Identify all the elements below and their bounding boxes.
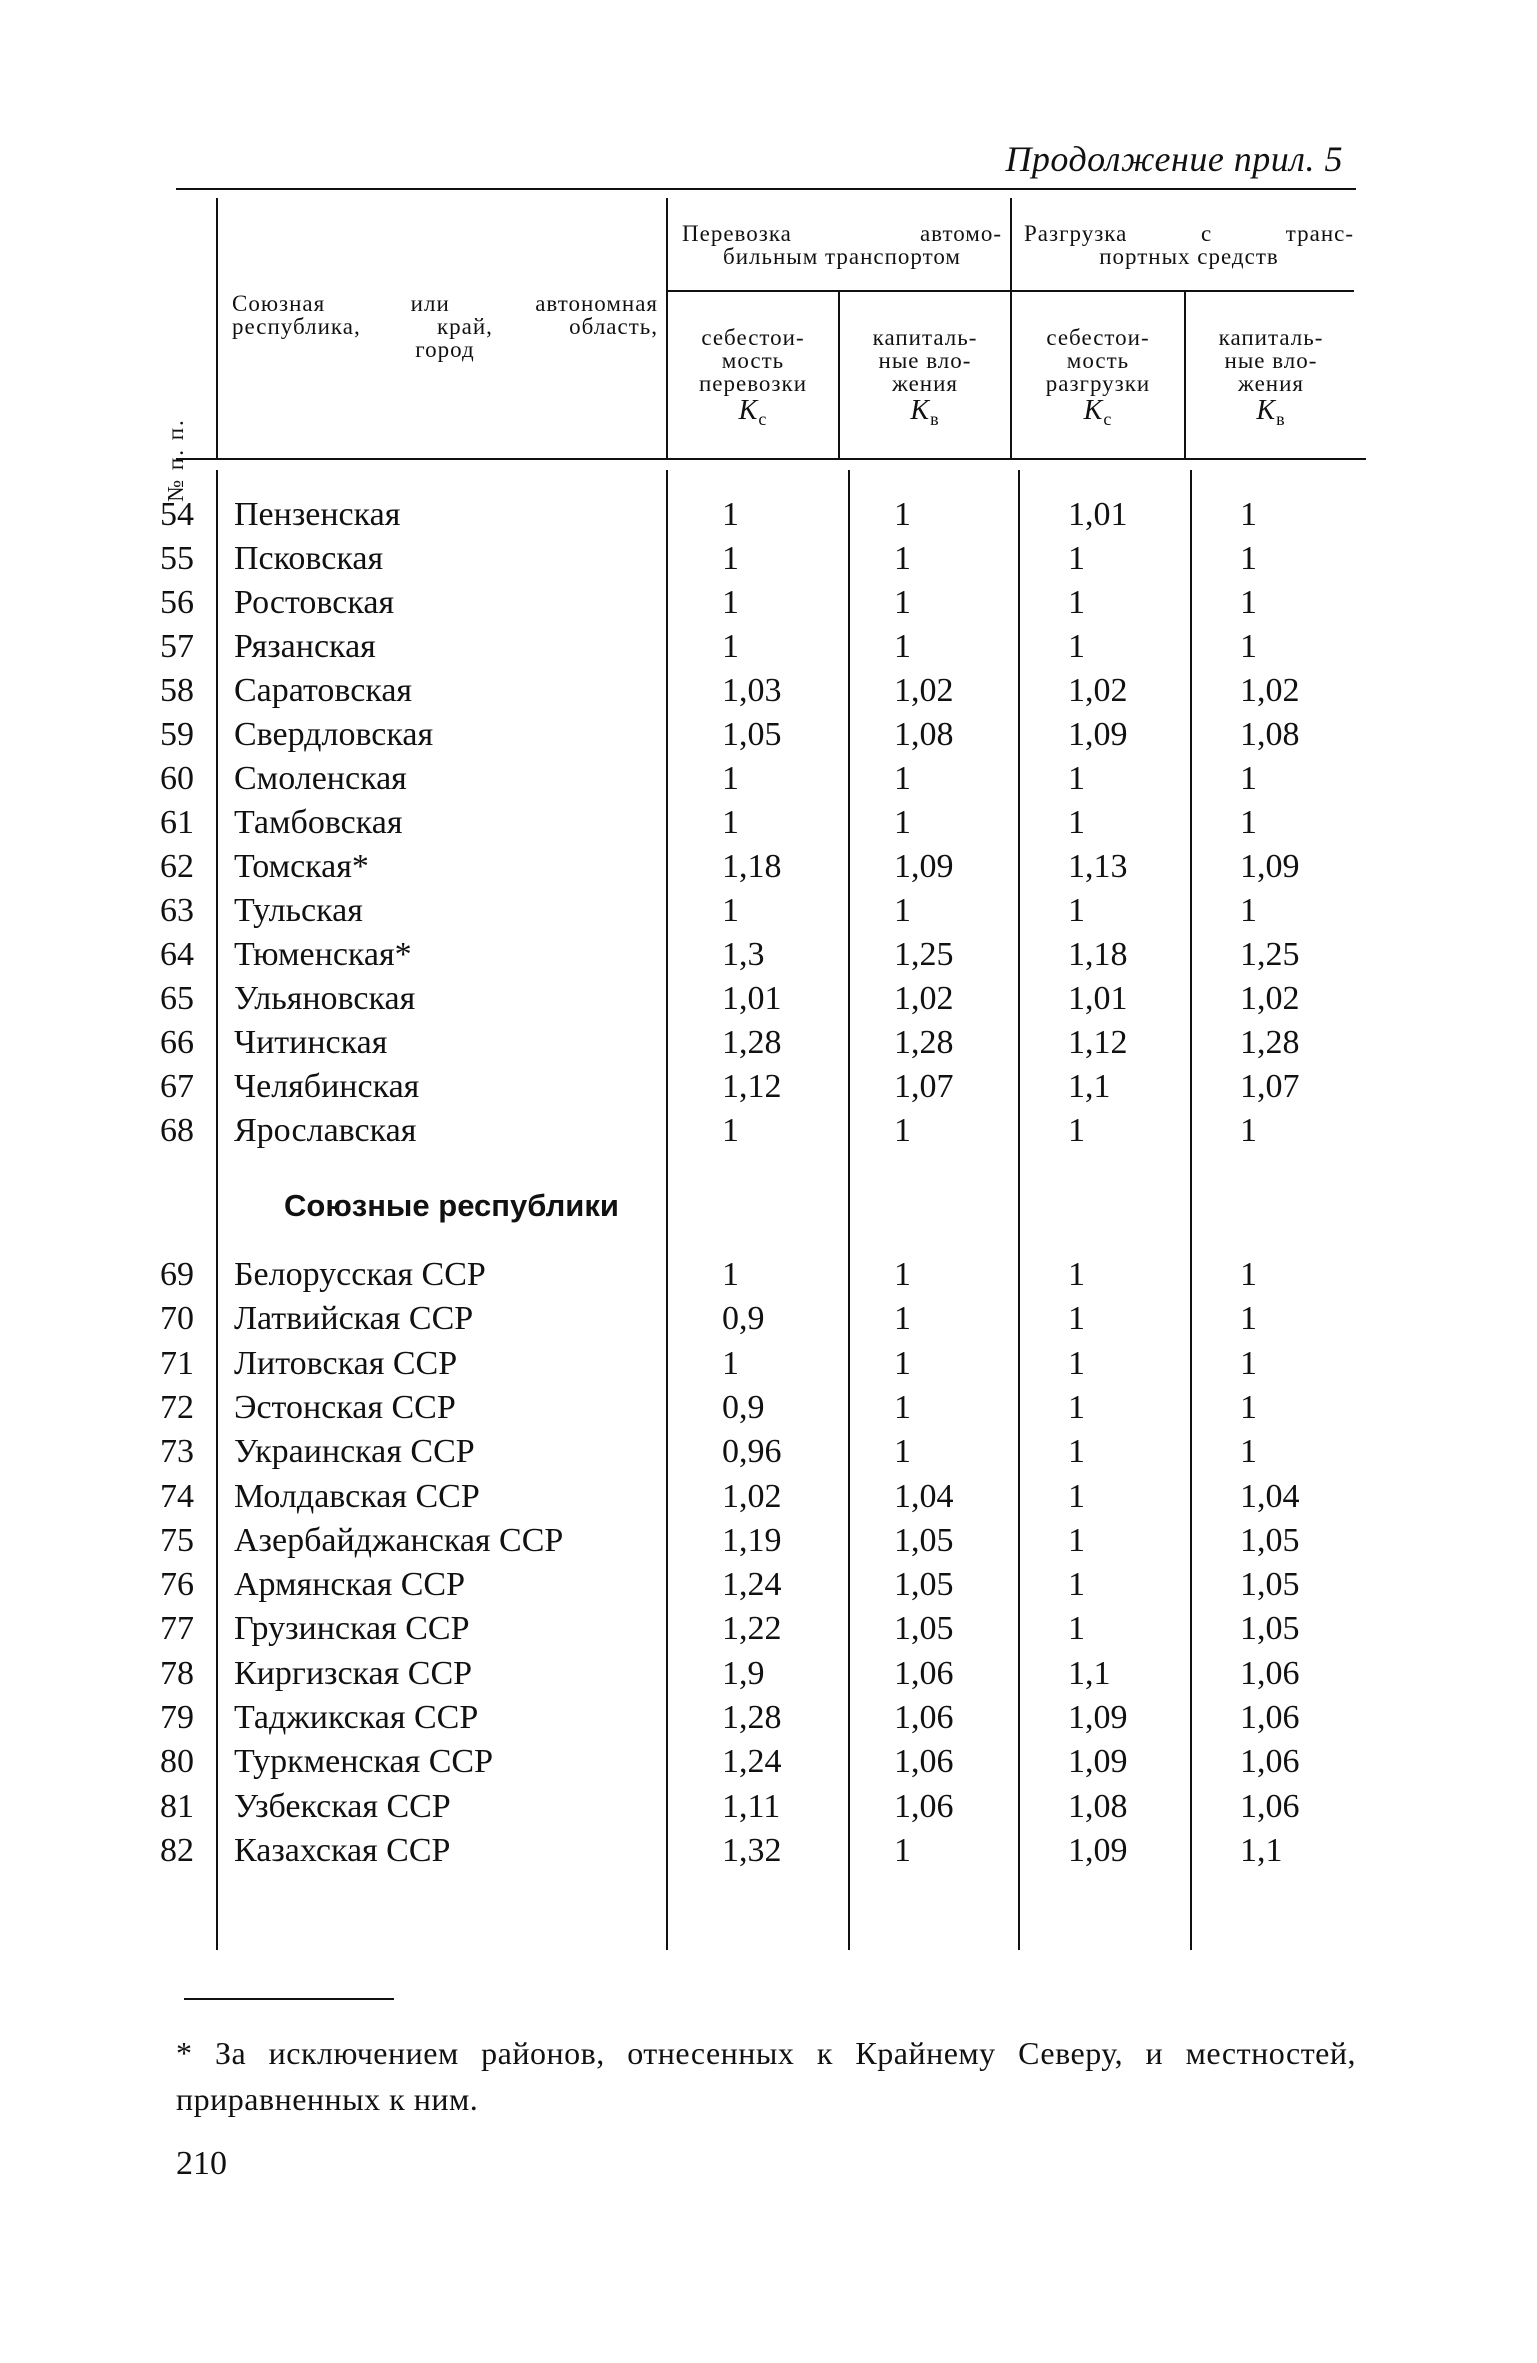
capital-transport-value: 1	[894, 804, 911, 841]
region-name: Челябинская	[234, 1068, 420, 1105]
capital-unloading-value: 1	[1240, 1300, 1257, 1338]
capital-transport-value: 1,06	[894, 1654, 954, 1692]
capital-transport-value: 1,25	[894, 936, 954, 973]
cost-transport-value: 1,28	[722, 1699, 782, 1736]
table-row	[0, 628, 1537, 672]
cost-unloading-value: 1	[1068, 804, 1085, 841]
row-number: 55	[160, 540, 194, 577]
table-row	[0, 540, 1537, 584]
capital-transport-value: 1,06	[894, 1787, 954, 1825]
page-header: Продолжение прил. 5	[1005, 139, 1343, 179]
row-number: 54	[160, 496, 194, 533]
table-row	[0, 1699, 1537, 1743]
subscript-v: в	[930, 409, 940, 429]
table-row	[0, 804, 1537, 848]
capital-transport-value: 1	[894, 628, 911, 665]
cost-transport-value: 1,32	[722, 1831, 782, 1869]
row-number: 79	[160, 1699, 194, 1736]
cost-unloading-value: 1,1	[1068, 1654, 1111, 1692]
region-name: Киргизская ССР	[234, 1654, 473, 1692]
col-region-line-3: город	[415, 337, 475, 362]
region-name: Эстонская ССР	[234, 1388, 456, 1426]
cost-unloading-value: 1	[1068, 1112, 1085, 1149]
region-name: Казахская ССР	[234, 1831, 451, 1869]
table-row	[0, 892, 1537, 936]
capital-unloading-line-3: жения	[1238, 371, 1304, 396]
capital-unloading-value: 1	[1240, 1433, 1257, 1471]
row-number: 73	[160, 1433, 194, 1471]
group-transport-label	[682, 222, 1002, 268]
col-cost-unloading-label	[1012, 326, 1184, 431]
capital-transport-value: 1,09	[894, 848, 954, 885]
row-number: 60	[160, 760, 194, 797]
capital-unloading-value: 1,05	[1240, 1610, 1300, 1648]
group-transport-line-1: Перевозка автомо-	[682, 221, 1002, 246]
capital-unloading-value: 1,1	[1240, 1831, 1283, 1869]
region-name: Азербайджанская ССР	[234, 1521, 564, 1559]
cost-unloading-line-1: себестои-	[1046, 325, 1150, 350]
cost-unloading-value: 1,09	[1068, 716, 1128, 753]
cost-unloading-line-2: мость	[1066, 348, 1130, 373]
region-name: Смоленская	[234, 760, 407, 797]
table-row	[0, 1112, 1537, 1156]
row-number: 80	[160, 1743, 194, 1781]
cost-unloading-value: 1,13	[1068, 848, 1128, 885]
table-row	[0, 1478, 1537, 1522]
region-name: Молдавская ССР	[234, 1477, 480, 1515]
region-name: Узбекская ССР	[234, 1787, 451, 1825]
region-name: Ульяновская	[234, 980, 416, 1017]
cost-transport-value: 1	[722, 760, 739, 797]
row-number: 81	[160, 1787, 194, 1825]
row-number: 62	[160, 848, 194, 885]
group-unloading-line-2: портных средств	[1099, 244, 1279, 269]
cost-unloading-value: 1	[1068, 1344, 1085, 1382]
row-number: 71	[160, 1344, 194, 1382]
cost-transport-value: 1	[722, 892, 739, 929]
symbol-k: K	[738, 395, 759, 426]
footnote: * За исключением районов, отнесенных к Крайнему Северу, и местностей, приравненных к ним.	[176, 2035, 1356, 2117]
table-row	[0, 1788, 1537, 1832]
table-row	[0, 1610, 1537, 1654]
row-number: 56	[160, 584, 194, 621]
cost-transport-value: 0,96	[722, 1433, 782, 1471]
cost-transport-value: 1,11	[722, 1787, 781, 1825]
table-row	[0, 1256, 1537, 1300]
cost-unloading-value: 1,09	[1068, 1699, 1128, 1736]
capital-transport-value: 1	[894, 584, 911, 621]
cost-transport-value: 1	[722, 804, 739, 841]
cost-transport-value: 1,24	[722, 1743, 782, 1781]
capital-transport-value: 1	[894, 892, 911, 929]
capital-transport-value: 1,07	[894, 1068, 954, 1105]
table-row	[0, 1024, 1537, 1068]
capital-unloading-value: 1	[1240, 760, 1257, 797]
table-row	[0, 980, 1537, 1024]
table-row	[0, 1832, 1537, 1876]
cost-transport-value: 1	[722, 584, 739, 621]
table-row	[0, 1068, 1537, 1112]
cost-unloading-value: 1	[1068, 1388, 1085, 1426]
capital-unloading-value: 1,06	[1240, 1787, 1300, 1825]
capital-unloading-line-2: ные вло-	[1224, 348, 1318, 373]
table-row	[0, 1566, 1537, 1610]
region-name: Тюменская*	[234, 936, 412, 973]
capital-transport-line-2: ные вло-	[878, 348, 972, 373]
col-region-label	[232, 292, 658, 361]
cost-transport-value: 1,12	[722, 1068, 782, 1105]
row-number: 76	[160, 1566, 194, 1604]
capital-transport-value: 1	[894, 1256, 911, 1293]
capital-transport-value: 1,02	[894, 672, 954, 709]
region-name: Таджикская ССР	[234, 1699, 479, 1736]
symbol-k: K	[1256, 395, 1277, 426]
capital-transport-value: 1	[894, 1344, 911, 1382]
region-name: Пензенская	[234, 496, 401, 533]
table-row	[0, 1743, 1537, 1787]
region-name: Свердловская	[234, 716, 434, 753]
table-row	[0, 716, 1537, 760]
cost-transport-value: 1	[722, 1256, 739, 1293]
row-number: 59	[160, 716, 194, 753]
cost-transport-line-3: перевозки	[699, 371, 807, 396]
capital-unloading-value: 1,06	[1240, 1699, 1300, 1736]
capital-unloading-value: 1	[1240, 628, 1257, 665]
row-number: 58	[160, 672, 194, 709]
region-name: Грузинская ССР	[234, 1610, 470, 1648]
row-number: 68	[160, 1112, 194, 1149]
capital-transport-value: 1,04	[894, 1477, 954, 1515]
cost-unloading-value: 1	[1068, 1566, 1085, 1604]
cost-transport-value: 1,01	[722, 980, 782, 1017]
capital-transport-value: 1,06	[894, 1699, 954, 1736]
cost-transport-value: 1,02	[722, 1477, 782, 1515]
region-name: Псковская	[234, 540, 384, 577]
col-num-label: № п. п.	[163, 418, 188, 502]
cost-transport-line-1: себестои-	[701, 325, 805, 350]
cost-transport-value: 1,18	[722, 848, 782, 885]
capital-transport-value: 1,02	[894, 980, 954, 1017]
table-row	[0, 1655, 1537, 1699]
capital-unloading-value: 1	[1240, 584, 1257, 621]
capital-transport-value: 1,08	[894, 716, 954, 753]
cost-unloading-value: 1,12	[1068, 1024, 1128, 1061]
capital-transport-value: 1	[894, 496, 911, 533]
cost-unloading-value: 1,02	[1068, 672, 1128, 709]
symbol-k: K	[1083, 395, 1104, 426]
region-name: Украинская ССР	[234, 1433, 475, 1471]
cost-unloading-value: 1	[1068, 1433, 1085, 1471]
region-name: Литовская ССР	[234, 1344, 458, 1382]
capital-transport-value: 1	[894, 1300, 911, 1338]
capital-unloading-value: 1,02	[1240, 980, 1300, 1017]
row-number: 61	[160, 804, 194, 841]
capital-unloading-value: 1,06	[1240, 1654, 1300, 1692]
capital-unloading-value: 1,04	[1240, 1477, 1300, 1515]
capital-unloading-value: 1,25	[1240, 936, 1300, 973]
table-row	[0, 848, 1537, 892]
cost-transport-value: 1,28	[722, 1024, 782, 1061]
cost-unloading-value: 1	[1068, 1256, 1085, 1293]
capital-transport-value: 1	[894, 1112, 911, 1149]
cost-unloading-value: 1	[1068, 540, 1085, 577]
header-bottom-rule	[176, 458, 1366, 460]
region-name: Ярославская	[234, 1112, 417, 1149]
capital-unloading-value: 1	[1240, 892, 1257, 929]
capital-unloading-value: 1	[1240, 1256, 1257, 1293]
region-name: Рязанская	[234, 628, 376, 665]
cost-unloading-line-3: разгрузки	[1045, 371, 1151, 396]
cost-unloading-value: 1,08	[1068, 1787, 1128, 1825]
section-title: Союзные республики	[284, 1188, 619, 1223]
capital-unloading-value: 1	[1240, 540, 1257, 577]
cost-transport-value: 1,3	[722, 936, 765, 973]
table-row	[0, 496, 1537, 540]
row-number: 74	[160, 1477, 194, 1515]
region-name: Армянская ССР	[234, 1566, 465, 1604]
row-number: 69	[160, 1256, 194, 1293]
capital-transport-value: 1	[894, 1433, 911, 1471]
table-row	[0, 584, 1537, 628]
region-name: Тульская	[234, 892, 363, 929]
subscript-v: в	[1276, 409, 1286, 429]
table-row	[0, 1389, 1537, 1433]
cost-transport-value: 1,19	[722, 1521, 782, 1559]
capital-transport-value: 1,06	[894, 1743, 954, 1781]
region-name: Саратовская	[234, 672, 413, 709]
cost-transport-value: 1,05	[722, 716, 782, 753]
capital-unloading-value: 1,05	[1240, 1566, 1300, 1604]
table-row	[0, 936, 1537, 980]
page-number: 210	[176, 2145, 227, 2182]
table-row	[0, 760, 1537, 804]
cost-unloading-value: 1,01	[1068, 496, 1128, 533]
row-number: 67	[160, 1068, 194, 1105]
cost-transport-value: 1,9	[722, 1654, 765, 1692]
row-number: 72	[160, 1388, 194, 1426]
cost-unloading-value: 1	[1068, 1610, 1085, 1648]
table-row	[0, 1433, 1537, 1477]
capital-transport-line-3: жения	[892, 371, 958, 396]
region-name: Ростовская	[234, 584, 395, 621]
cost-transport-value: 1	[722, 1344, 739, 1382]
row-number: 77	[160, 1610, 194, 1648]
row-number: 65	[160, 980, 194, 1017]
cost-transport-value: 1	[722, 1112, 739, 1149]
cost-unloading-value: 1	[1068, 1300, 1085, 1338]
capital-transport-line-1: капиталь-	[872, 325, 978, 350]
capital-transport-value: 1,05	[894, 1521, 954, 1559]
cost-transport-value: 1	[722, 496, 739, 533]
row-number: 75	[160, 1521, 194, 1559]
row-number: 57	[160, 628, 194, 665]
capital-unloading-line-1: капиталь-	[1218, 325, 1324, 350]
region-name: Читинская	[234, 1024, 388, 1061]
cost-unloading-value: 1	[1068, 628, 1085, 665]
row-number: 82	[160, 1831, 194, 1869]
region-name: Тамбовская	[234, 804, 403, 841]
row-number: 70	[160, 1300, 194, 1338]
region-name: Томская*	[234, 848, 369, 885]
col-capital-transport-label	[840, 326, 1010, 431]
table-row	[0, 672, 1537, 716]
col-capital-unloading-label	[1186, 326, 1356, 431]
col-region-line-1: Союзная или автономная	[232, 291, 658, 316]
row-number: 63	[160, 892, 194, 929]
row-number: 64	[160, 936, 194, 973]
footnote-rule	[184, 1998, 394, 2000]
group-unloading-label	[1024, 222, 1354, 268]
capital-unloading-value: 1,07	[1240, 1068, 1300, 1105]
subscript-c: с	[758, 409, 768, 429]
table-top-rule	[176, 188, 1356, 190]
table-row	[0, 1345, 1537, 1389]
capital-unloading-value: 1	[1240, 1344, 1257, 1382]
table-row	[0, 1522, 1537, 1566]
cost-unloading-value: 1	[1068, 1521, 1085, 1559]
capital-unloading-value: 1,09	[1240, 848, 1300, 885]
capital-unloading-value: 1,28	[1240, 1024, 1300, 1061]
region-name: Туркменская ССР	[234, 1743, 493, 1781]
capital-unloading-value: 1,05	[1240, 1521, 1300, 1559]
cost-transport-value: 1,03	[722, 672, 782, 709]
capital-transport-value: 1,05	[894, 1610, 954, 1648]
cost-transport-value: 1	[722, 540, 739, 577]
cost-transport-value: 1,22	[722, 1610, 782, 1648]
row-number: 66	[160, 1024, 194, 1061]
cost-unloading-value: 1	[1068, 1477, 1085, 1515]
cost-unloading-value: 1	[1068, 584, 1085, 621]
cost-unloading-value: 1,01	[1068, 980, 1128, 1017]
cost-unloading-value: 1,18	[1068, 936, 1128, 973]
cost-transport-value: 1	[722, 628, 739, 665]
capital-transport-value: 1	[894, 1831, 911, 1869]
group-unloading-line-1: Разгрузка с транс-	[1024, 221, 1354, 246]
capital-unloading-value: 1	[1240, 804, 1257, 841]
region-name: Белорусская ССР	[234, 1256, 486, 1293]
cost-unloading-value: 1,09	[1068, 1831, 1128, 1869]
capital-transport-value: 1	[894, 760, 911, 797]
capital-transport-value: 1	[894, 1388, 911, 1426]
capital-unloading-value: 1,08	[1240, 716, 1300, 753]
capital-unloading-value: 1,06	[1240, 1743, 1300, 1781]
symbol-k: K	[910, 395, 931, 426]
capital-unloading-value: 1	[1240, 496, 1257, 533]
table-row	[0, 1300, 1537, 1344]
cost-unloading-value: 1,09	[1068, 1743, 1128, 1781]
subscript-c: с	[1103, 409, 1113, 429]
capital-transport-value: 1	[894, 540, 911, 577]
group-transport-line-2: бильным транспортом	[723, 244, 961, 269]
cost-unloading-value: 1	[1068, 760, 1085, 797]
cost-transport-value: 1,24	[722, 1566, 782, 1604]
capital-unloading-value: 1,02	[1240, 672, 1300, 709]
region-name: Латвийская ССР	[234, 1300, 474, 1338]
col-cost-transport-label	[668, 326, 838, 431]
capital-unloading-value: 1	[1240, 1388, 1257, 1426]
cost-transport-line-2: мость	[721, 348, 785, 373]
row-number: 78	[160, 1654, 194, 1692]
cost-transport-value: 0,9	[722, 1300, 765, 1338]
capital-unloading-value: 1	[1240, 1112, 1257, 1149]
capital-transport-value: 1,05	[894, 1566, 954, 1604]
cost-unloading-value: 1,1	[1068, 1068, 1111, 1105]
cost-unloading-value: 1	[1068, 892, 1085, 929]
cost-transport-value: 0,9	[722, 1388, 765, 1426]
header-divider-num	[216, 198, 218, 458]
capital-transport-value: 1,28	[894, 1024, 954, 1061]
col-region-line-2: республика, край, область,	[232, 314, 658, 339]
